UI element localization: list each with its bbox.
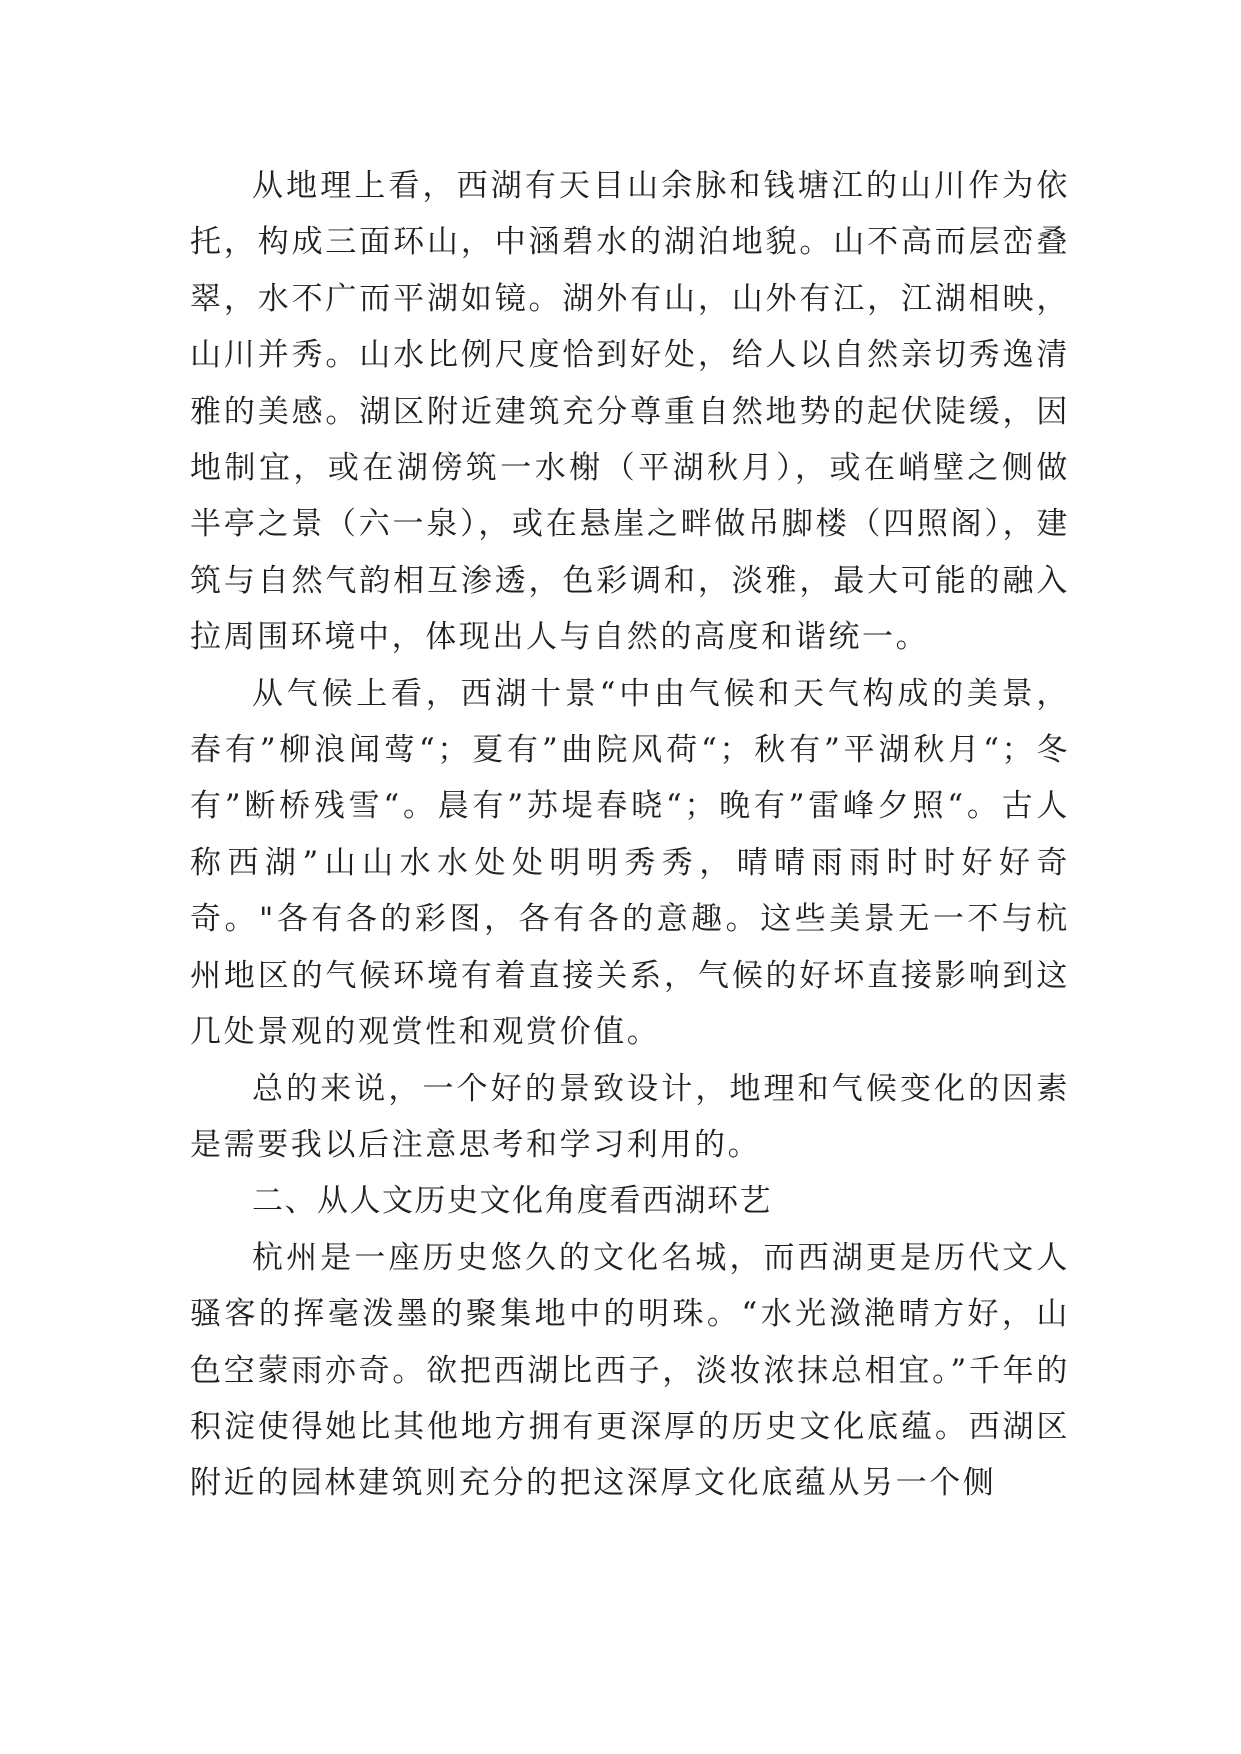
- paragraph-culture: 杭州是一座历史悠久的文化名城，而西湖更是历代文人骚客的挥毫泼墨的聚集地中的明珠。“水光潋滟晴方好，山色空蒙雨亦奇。欲把西湖比西子，淡妆浓抹总相宜。”千年的积淀使得她比其他地方拥有更深厚的历史文化底蕴。西湖区附近的园林建筑则充分的把这深厚文化底蕴从另一个侧: [190, 1239, 1070, 1502]
- section-heading: 二、从人文历史文化角度看西湖环艺: [252, 1183, 772, 1220]
- paragraph-geography: 从地理上看，西湖有天目山余脉和钱塘江的山川作为依托，构成三面环山，中涵碧水的湖泊地貌。山不高而层峦叠翠，水不广而平湖如镜。湖外有山，山外有江，江湖相映，山川并秀。山水比例尺度恰到好处，给人以自然亲切秀逸清雅的美感。湖区附近建筑充分尊重自然地势的起伏陡缓，因地制宜，或在湖傍筑一水榭（平湖秋月），或在峭壁之侧做半亭之景（六一泉），或在悬崖之畔做吊脚楼（四照阁），建筑与自然气韵相互渗透，色彩调和，淡雅，最大可能的融入拉周围环境中，体现出人与自然的高度和谐统一。: [190, 168, 1070, 656]
- paragraph-summary: 总的来说，一个好的景致设计，地理和气候变化的因素是需要我以后注意思考和学习利用的。: [190, 1070, 1070, 1163]
- body-text: [190, 158, 1070, 1512]
- paragraph-climate: 从气候上看，西湖十景“中由气候和天气构成的美景，春有”柳浪闻莺“；夏有”曲院风荷“；秋有”平湖秋月“；冬有”断桥残雪“。晨有”苏堤春晓“；晚有”雷峰夕照“。古人称西湖”山山水水处处明明秀秀，晴晴雨雨时时好好奇奇。"各有各的彩图，各有各的意趣。这些美景无一不与杭州地区的气候环境有着直接关系，气候的好坏直接影响到这几处景观的观赏性和观赏价值。: [190, 675, 1070, 1051]
